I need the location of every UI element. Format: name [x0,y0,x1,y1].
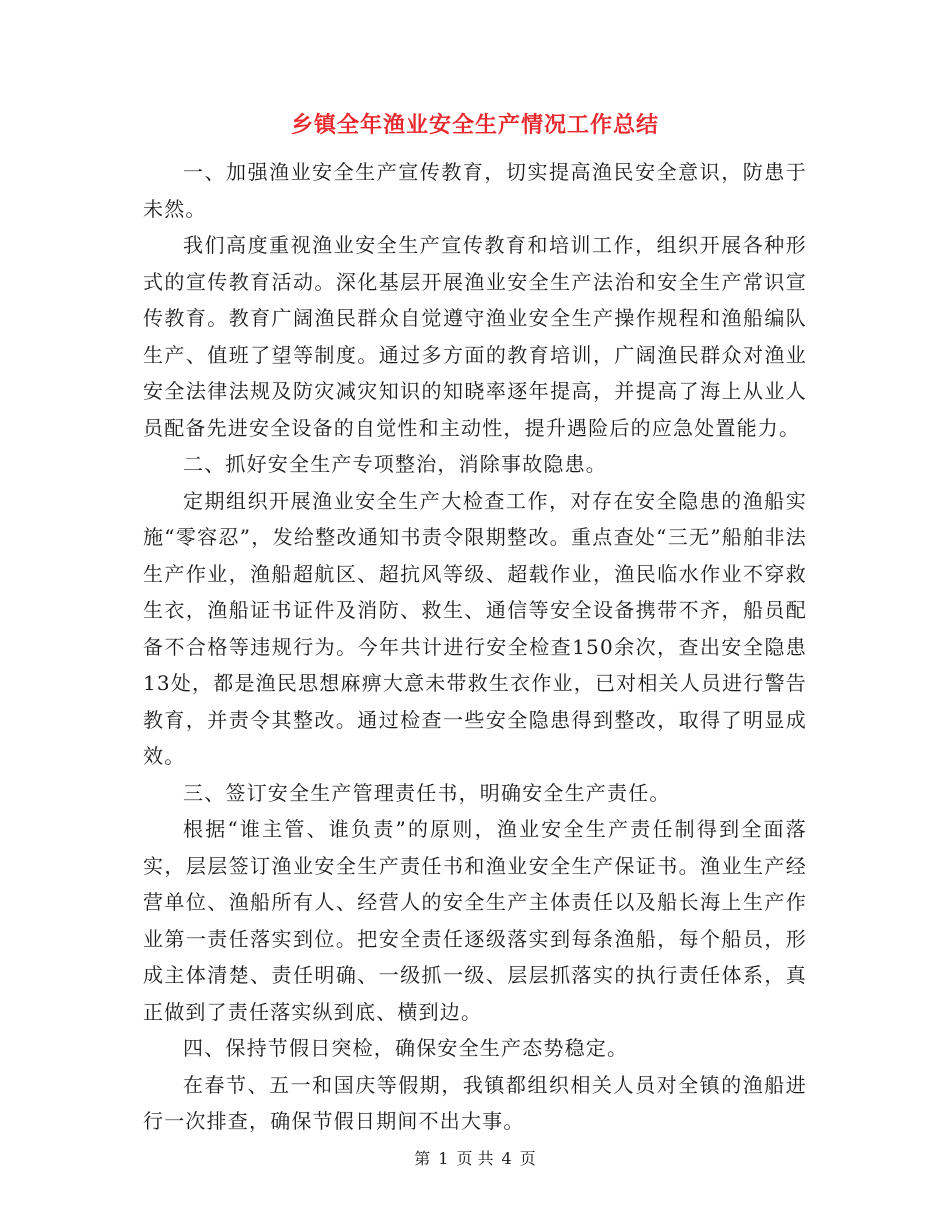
footer-total-pages: 4 [501,1149,512,1168]
document-title: 乡镇全年渔业安全生产情况工作总结 [290,113,659,138]
section-paragraph-1: 我们高度重视渔业安全生产宣传教育和培训工作，组织开展各种形式的宣传教育活动。深化基层开展渔业安全生产法治和安全生产常识宣传教育。教育广阔渔民群众自觉遵守渔业安全生产操作规程和渔船编队生产、值班了望等制度。通过多方面的教育培训，广阔渔民群众对渔业安全法律法规及防灾减灾知识的知晓率逐年提高，并提高了海上从业人员配备先进安全设备的自觉性和主动性，提升遇险后的应急处置能力。 [143,233,807,440]
page-footer [0,1149,950,1169]
section-paragraph-2: 定期组织开展渔业安全生产大检查工作，对存在安全隐患的渔船实施“零容忍”，发给整改通知书责令限期整改。重点查处“三无”船舶非法生产作业，渔船超航区、超抗风等级、超载作业，渔民临水作业不穿救生衣，渔船证书证件及消防、救生、通信等安全设备携带不齐，船员配备不合格等违规行为。今年共计进行安全检查150余次，查出安全隐患13处，都是渔民思想麻痹大意未带救生衣作业，已对相关人员进行警告教育，并责令其整改。通过检查一些安全隐患得到整改，取得了明显成效。 [143,488,807,768]
footer-current-page: 1 [438,1149,449,1168]
section-paragraph-4: 在春节、五一和国庆等假期，我镇都组织相关人员对全镇的渔船进行一次排查，确保节假日期间不出大事。 [143,1072,807,1133]
document-body [143,154,807,1140]
section-heading-3: 三、签订安全生产管理责任书，明确安全生产责任。 [183,780,671,805]
section-heading-1: 一、加强渔业安全生产宣传教育，切实提高渔民安全意识，防患于未然。 [143,160,807,221]
section-heading-4: 四、保持节假日突检，确保安全生产态势稳定。 [183,1036,629,1060]
footer-label-page: 第 [414,1149,431,1168]
footer-label-end: 页 [519,1149,536,1168]
section-heading-2: 二、抓好安全生产专项整治，消除事故隐患。 [183,452,607,476]
section-paragraph-3: 根据“谁主管、谁负责”的原则，渔业安全生产责任制得到全面落实，层层签订渔业安全生产责任书和渔业安全生产保证书。渔业生产经营单位、渔船所有人、经营人的安全生产主体责任以及船长海上生产作业第一责任落实到位。把安全责任逐级落实到每条渔船，每个船员，形成主体清楚、责任明确、一级抓一级、层层抓落实的执行责任体系，真正做到了责任落实纵到底、横到边。 [143,817,807,1024]
footer-label-of: 页 共 [456,1149,494,1168]
